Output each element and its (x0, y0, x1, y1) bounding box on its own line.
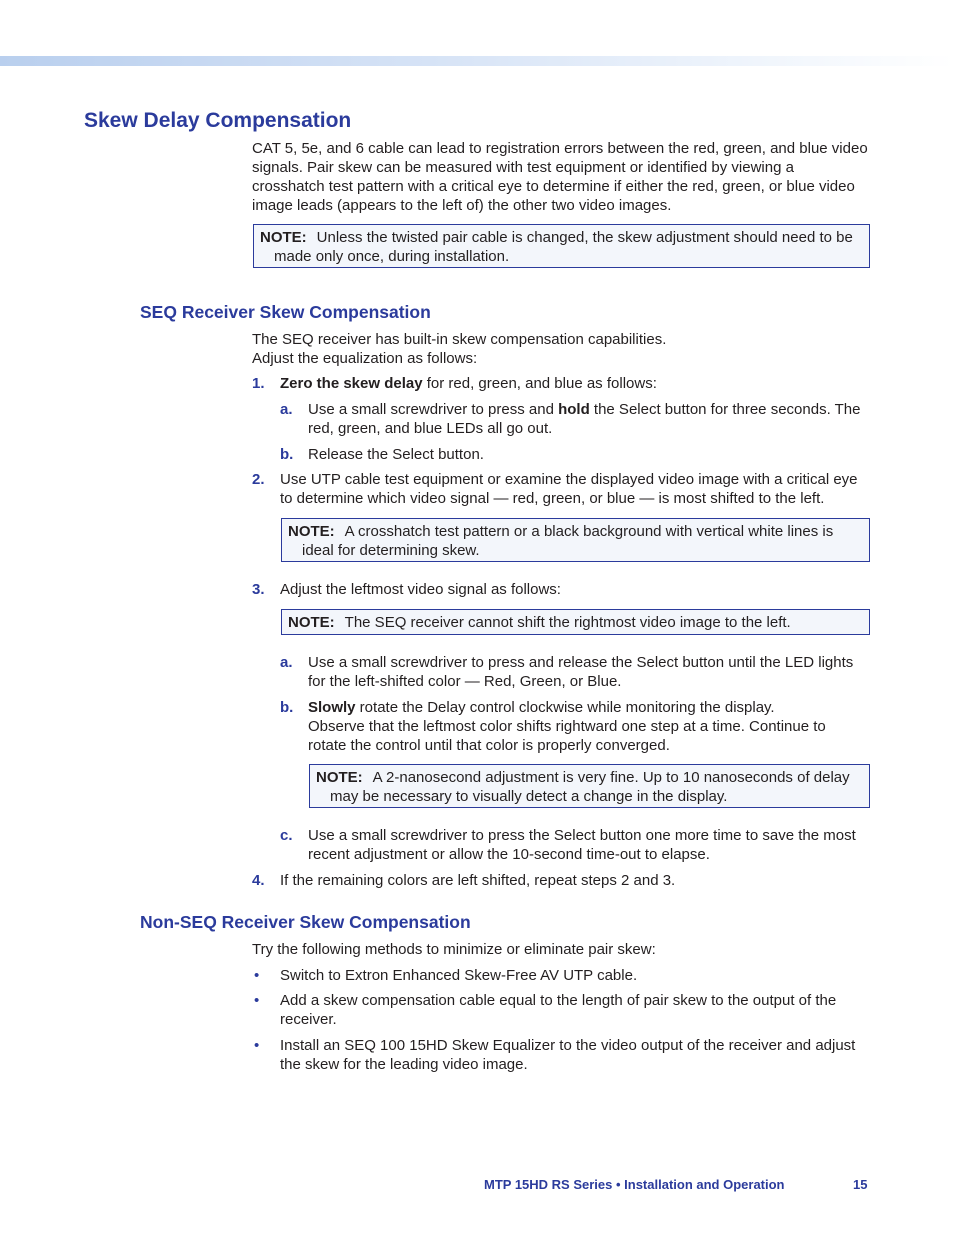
header-band (0, 56, 954, 66)
nonseq-subsection-title: Non-SEQ Receiver Skew Compensation (140, 912, 471, 932)
step-letter: a. (280, 401, 293, 418)
step-number: 3. (252, 581, 265, 598)
note-label: NOTE: (260, 229, 307, 246)
note-text: Unless the twisted pair cable is changed, the skew adjustment should need to be made only once, during installation. (274, 229, 853, 265)
step-letter: a. (280, 654, 293, 671)
bullet-icon: • (254, 967, 260, 984)
step-number: 2. (252, 471, 265, 488)
step-3a-text: Use a small screwdriver to press and release the Select button until the LED lights for the left-shifted color — Red, Green, or Blue. (308, 654, 854, 690)
step-letter: b. (280, 446, 294, 463)
step-1a-post: the Select button for three seconds. The red, green, and blue LEDs all go out. (308, 401, 861, 437)
note-text: The SEQ receiver cannot shift the rightmost video image to the left. (344, 614, 791, 631)
step-1a-bold: hold (558, 401, 590, 418)
seq-intro-line2: Adjust the equalization as follows: (252, 350, 478, 367)
note-text: A 2-nanosecond adjustment is very fine. Up to 10 nanoseconds of delay may be necessary to visually detect a change in the display. (330, 769, 850, 805)
list-item: Add a skew compensation cable equal to the length of pair skew to the output of the receiver. (280, 992, 837, 1028)
step-1a-pre: Use a small screwdriver to press and (308, 401, 559, 418)
bullet-icon: • (254, 992, 260, 1009)
step-number: 4. (252, 872, 265, 889)
step-3c-text: Use a small screwdriver to press the Select button one more time to save the most recent adjustment or allow the 10-second time-out to elapse. (308, 827, 856, 863)
note-label: NOTE: (288, 614, 335, 631)
step-2-text: Use UTP cable test equipment or examine the displayed video image with a critical eye to determine which video signal — red, green, or blue — is most shifted to the left. (280, 471, 858, 507)
step-1b-text: Release the Select button. (308, 446, 484, 463)
step-1-text (280, 374, 870, 393)
step-1-bold: Zero the skew delay (280, 375, 423, 392)
step-3-text: Adjust the leftmost video signal as follows: (280, 581, 561, 598)
note-box-installation (253, 224, 870, 268)
nonseq-intro: Try the following methods to minimize or eliminate pair skew: (252, 941, 656, 958)
note-box-nanosecond (309, 764, 870, 808)
list-item: Switch to Extron Enhanced Skew-Free AV UTP cable. (280, 967, 638, 984)
step-number: 1. (252, 375, 265, 392)
note-box-crosshatch (281, 518, 870, 562)
page-number: 15 (853, 1177, 868, 1192)
step-1a-text (308, 400, 868, 438)
step-letter: c. (280, 827, 293, 844)
note-box-rightmost (281, 609, 870, 635)
seq-subsection-title: SEQ Receiver Skew Compensation (140, 302, 431, 322)
intro-paragraph: CAT 5, 5e, and 6 cable can lead to registration errors between the red, green, and blue video signals. Pair skew can be measured with test equipment or identified by viewing a crosshatch test pattern with a critical eye to determine if either the red, green, or blue video image leads (appears to the left of) the other two video images. (252, 140, 868, 214)
step-4-text: If the remaining colors are left shifted, repeat steps 2 and 3. (280, 872, 676, 889)
step-3b-rest: rotate the Delay control clockwise while monitoring the display. (355, 699, 775, 716)
seq-intro-line1: The SEQ receiver has built-in skew compensation capabilities. (252, 331, 667, 348)
step-1-rest: for red, green, and blue as follows: (422, 375, 657, 392)
list-item: Install an SEQ 100 15HD Skew Equalizer to the video output of the receiver and adjust the skew for the leading video image. (280, 1037, 856, 1073)
note-label: NOTE: (288, 523, 335, 540)
footer-doc-title: MTP 15HD RS Series • Installation and Operation (484, 1177, 785, 1192)
step-3b-line2: Observe that the leftmost color shifts rightward one step at a time. Continue to rotate the control until that color is properly converged. (308, 718, 826, 754)
note-label: NOTE: (316, 769, 363, 786)
step-3b-line1 (308, 698, 868, 717)
bullet-icon: • (254, 1037, 260, 1054)
step-letter: b. (280, 699, 294, 716)
note-text: A crosshatch test pattern or a black background with vertical white lines is ideal for determining skew. (302, 523, 834, 559)
section-title: Skew Delay Compensation (84, 109, 352, 132)
step-3b-bold: Slowly (308, 699, 356, 716)
